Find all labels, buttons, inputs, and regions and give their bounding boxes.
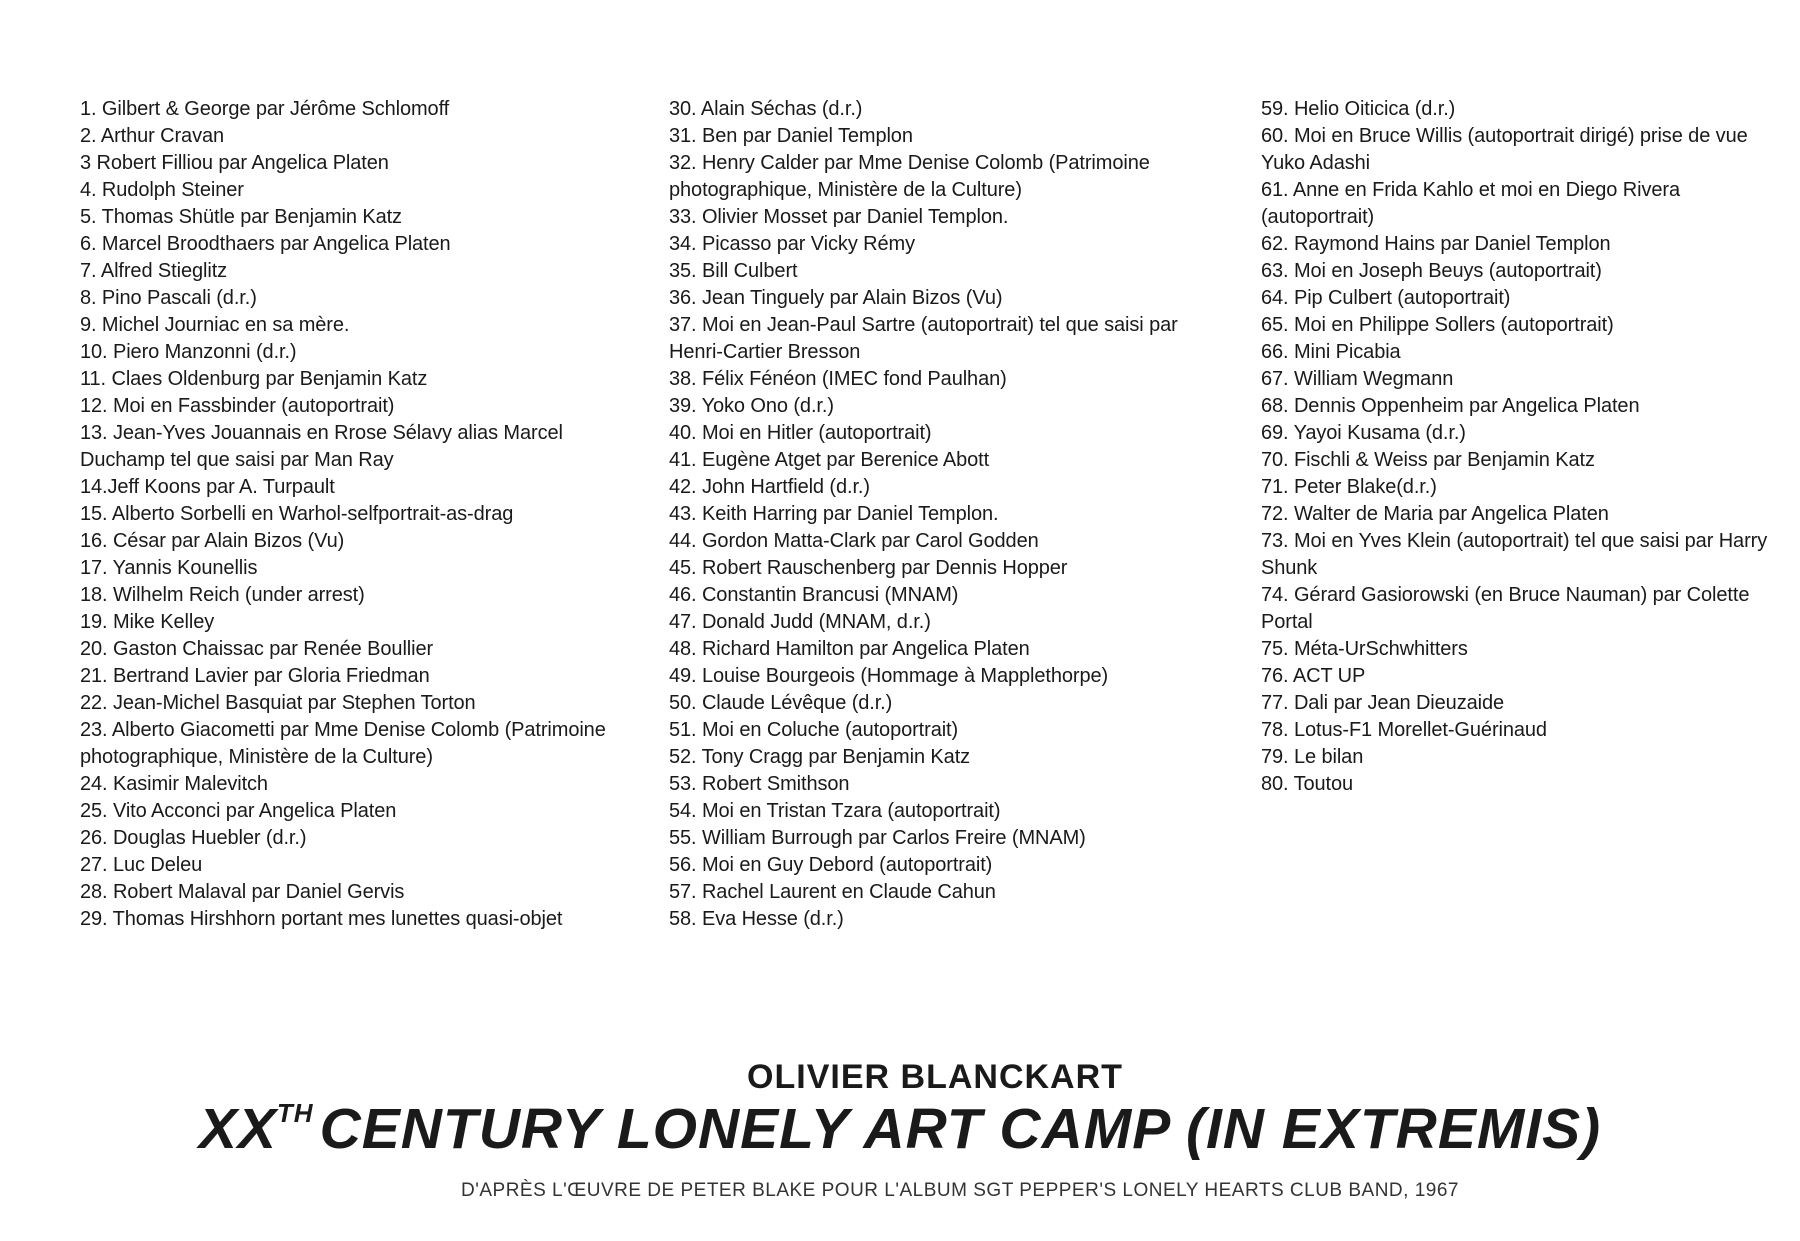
credit-entry: 26. Douglas Huebler (d.r.) [80, 827, 307, 849]
credit-entry: 52. Tony Cragg par Benjamin Katz [669, 746, 971, 768]
credit-entry: 20. Gaston Chaissac par Renée Boullier [80, 638, 434, 660]
credit-entry: 78. Lotus-F1 Morellet-Guérinaud [1261, 719, 1547, 741]
credit-entry: 9. Michel Journiac en sa mère. [80, 314, 350, 336]
credit-entry: 74. Gérard Gasiorowski (en Bruce Nauman) par Colette Portal [1261, 584, 1750, 633]
credit-entry: 61. Anne en Frida Kahlo et moi en Diego Rivera (autoportrait) [1261, 179, 1680, 228]
credit-entry: 43. Keith Harring par Daniel Templon. [669, 503, 999, 525]
credit-entry: 16. César par Alain Bizos (Vu) [80, 530, 345, 552]
credit-entry: 69. Yayoi Kusama (d.r.) [1261, 422, 1466, 444]
credit-entry: 22. Jean-Michel Basquiat par Stephen Torton [80, 692, 476, 714]
credit-entry: 7. Alfred Stieglitz [80, 260, 228, 282]
credit-entry: 64. Pip Culbert (autoportrait) [1261, 287, 1511, 309]
credit-entry: 21. Bertrand Lavier par Gloria Friedman [80, 665, 430, 687]
credits-column-3 [1261, 96, 1791, 798]
credit-entry: 80. Toutou [1261, 773, 1354, 795]
credit-entry: 19. Mike Kelley [80, 611, 215, 633]
exhibition-title [0, 1096, 1800, 1162]
credit-entry: 31. Ben par Daniel Templon [669, 125, 913, 147]
credit-entry: 30. Alain Séchas (d.r.) [669, 98, 863, 120]
credit-entry: 38. Félix Fénéon (IMEC fond Paulhan) [669, 368, 1007, 390]
credit-entry: 44. Gordon Matta-Clark par Carol Godden [669, 530, 1039, 552]
credit-entry: 46. Constantin Brancusi (MNAM) [669, 584, 959, 606]
credit-entry: 55. William Burrough par Carlos Freire (MNAM) [669, 827, 1086, 849]
credit-entry: 68. Dennis Oppenheim par Angelica Platen [1261, 395, 1640, 417]
credit-entry: 3 Robert Filliou par Angelica Platen [80, 152, 389, 174]
credit-entry: 17. Yannis Kounellis [80, 557, 258, 579]
title-superscript: TH [276, 1098, 314, 1128]
credit-entry: 48. Richard Hamilton par Angelica Platen [669, 638, 1030, 660]
credit-entry: 28. Robert Malaval par Daniel Gervis [80, 881, 405, 903]
credit-entry: 71. Peter Blake(d.r.) [1261, 476, 1437, 498]
artist-name: OLIVIER BLANCKART [747, 1058, 1123, 1096]
credit-entry: 18. Wilhelm Reich (under arrest) [80, 584, 365, 606]
credit-entry: 75. Méta-UrSchwhitters [1261, 638, 1468, 660]
credit-entry: 66. Mini Picabia [1261, 341, 1401, 363]
credit-entry: 53. Robert Smithson [669, 773, 850, 795]
credit-entry: 15. Alberto Sorbelli en Warhol-selfportrait-as-drag [80, 503, 514, 525]
credit-entry: 12. Moi en Fassbinder (autoportrait) [80, 395, 395, 417]
credit-entry: 41. Eugène Atget par Berenice Abott [669, 449, 990, 471]
credit-entry: 62. Raymond Hains par Daniel Templon [1261, 233, 1611, 255]
credit-entry: 57. Rachel Laurent en Claude Cahun [669, 881, 996, 903]
credit-entry: 42. John Hartfield (d.r.) [669, 476, 870, 498]
credit-entry: 50. Claude Lévêque (d.r.) [669, 692, 893, 714]
credit-entry: 14.Jeff Koons par A. Turpault [80, 476, 335, 498]
credit-entry: 76. ACT UP [1261, 665, 1366, 687]
credit-entry: 77. Dali par Jean Dieuzaide [1261, 692, 1505, 714]
credit-entry: 37. Moi en Jean-Paul Sartre (autoportrait) tel que saisi par Henri-Cartier Bresson [669, 314, 1178, 363]
credit-entry: 63. Moi en Joseph Beuys (autoportrait) [1261, 260, 1602, 282]
credit-entry: 1. Gilbert & George par Jérôme Schlomoff [80, 98, 450, 120]
credit-entry: 10. Piero Manzonni (d.r.) [80, 341, 297, 363]
credit-entry: 11. Claes Oldenburg par Benjamin Katz [80, 368, 428, 390]
credit-entry: 32. Henry Calder par Mme Denise Colomb (Patrimoine photographique, Ministère de la Culture) [669, 152, 1150, 201]
source-credit: D'APRÈS L'ŒUVRE DE PETER BLAKE POUR L'ALBUM SGT PEPPER'S LONELY HEARTS CLUB BAND, 1967 [461, 1180, 1459, 1201]
credit-entry: 25. Vito Acconci par Angelica Platen [80, 800, 397, 822]
credit-entry: 60. Moi en Bruce Willis (autoportrait dirigé) prise de vue Yuko Adashi [1261, 125, 1748, 174]
credit-entry: 5. Thomas Shütle par Benjamin Katz [80, 206, 402, 228]
credit-entry: 79. Le bilan [1261, 746, 1364, 768]
credit-entry: 13. Jean-Yves Jouannais en Rrose Sélavy alias Marcel Duchamp tel que saisi par Man Ray [80, 422, 563, 471]
credit-entry: 70. Fischli & Weiss par Benjamin Katz [1261, 449, 1595, 471]
credit-entry: 54. Moi en Tristan Tzara (autoportrait) [669, 800, 1001, 822]
credit-entry: 4. Rudolph Steiner [80, 179, 244, 201]
credits-column-1 [80, 96, 625, 933]
title-rest: CENTURY LONELY ART CAMP (IN EXTREMIS) [319, 1097, 1602, 1161]
credit-entry: 56. Moi en Guy Debord (autoportrait) [669, 854, 993, 876]
credit-entry: 33. Olivier Mosset par Daniel Templon. [669, 206, 1009, 228]
credit-entry: 47. Donald Judd (MNAM, d.r.) [669, 611, 931, 633]
credit-entry: 73. Moi en Yves Klein (autoportrait) tel que saisi par Harry Shunk [1261, 530, 1768, 579]
credit-entry: 29. Thomas Hirshhorn portant mes lunettes quasi-objet [80, 908, 563, 930]
credit-entry: 23. Alberto Giacometti par Mme Denise Colomb (Patrimoine photographique, Ministère de la Culture) [80, 719, 606, 768]
credit-entry: 6. Marcel Broodthaers par Angelica Platen [80, 233, 451, 255]
credit-entry: 45. Robert Rauschenberg par Dennis Hopper [669, 557, 1068, 579]
credit-entry: 49. Louise Bourgeois (Hommage à Mapplethorpe) [669, 665, 1109, 687]
credit-entry: 27. Luc Deleu [80, 854, 203, 876]
credit-entry: 40. Moi en Hitler (autoportrait) [669, 422, 932, 444]
credit-entry: 36. Jean Tinguely par Alain Bizos (Vu) [669, 287, 1003, 309]
credit-entry: 2. Arthur Cravan [80, 125, 225, 147]
credit-entry: 51. Moi en Coluche (autoportrait) [669, 719, 959, 741]
title-prefix: XX [198, 1097, 277, 1161]
credit-entry: 59. Helio Oiticica (d.r.) [1261, 98, 1456, 120]
credit-entry: 65. Moi en Philippe Sollers (autoportrait) [1261, 314, 1614, 336]
credit-entry: 35. Bill Culbert [669, 260, 798, 282]
credit-entry: 58. Eva Hesse (d.r.) [669, 908, 844, 930]
credit-entry: 24. Kasimir Malevitch [80, 773, 268, 795]
credit-entry: 8. Pino Pascali (d.r.) [80, 287, 257, 309]
credit-entry: 39. Yoko Ono (d.r.) [669, 395, 834, 417]
credit-entry: 34. Picasso par Vicky Rémy [669, 233, 916, 255]
credit-entry: 72. Walter de Maria par Angelica Platen [1261, 503, 1609, 525]
credits-column-2 [669, 96, 1204, 933]
credit-entry: 67. William Wegmann [1261, 368, 1454, 390]
